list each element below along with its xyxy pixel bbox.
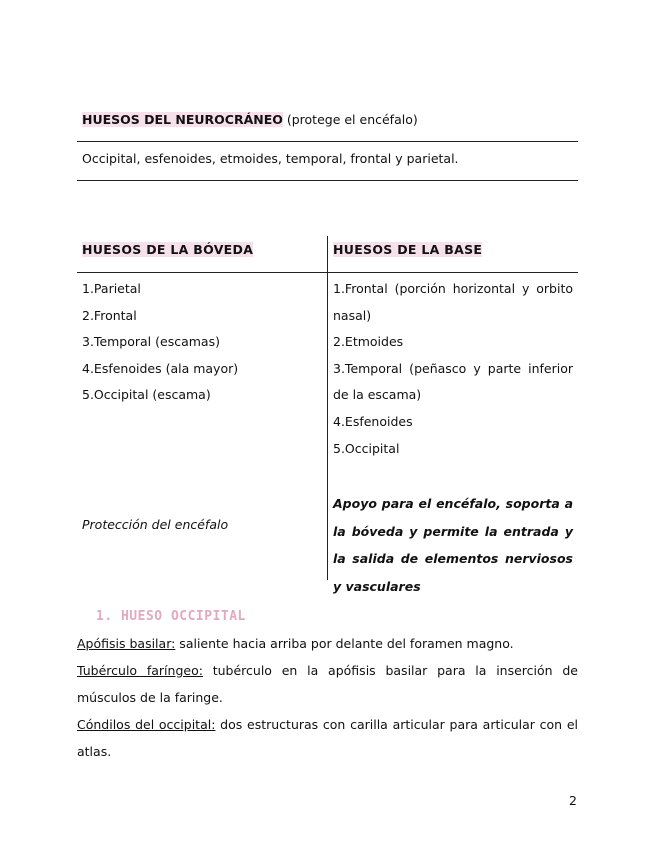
list-item: 2.Etmoides — [333, 334, 404, 350]
neurocraneo-heading — [82, 112, 418, 127]
list-item: 1.Frontal (porción horizontal y orbito nasal) — [333, 281, 573, 323]
divider — [77, 141, 578, 142]
table-column-divider — [327, 236, 328, 580]
definition-term: Apófisis basilar: — [77, 636, 176, 651]
neurocraneo-bones: Occipital, esfenoides, etmoides, temporal, frontal y parietal. — [82, 151, 459, 166]
section-heading: 1. HUESO OCCIPITAL — [96, 609, 246, 624]
list-item: 5.Occipital (escama) — [82, 387, 211, 403]
boveda-list — [82, 276, 317, 409]
table-header-divider — [77, 272, 578, 273]
neurocraneo-title: HUESOS DEL NEUROCRÁNEO — [82, 112, 283, 127]
divider — [77, 180, 578, 181]
list-item: 4.Esfenoides — [333, 413, 413, 429]
list-item: 1.Parietal — [82, 281, 141, 296]
list-item: 5.Occipital — [333, 440, 400, 456]
list-item: 2.Frontal — [82, 307, 137, 323]
function-base: Apoyo para el encéfalo, soporta a la bóveda y permite la entrada y la salida de elementos nerviosos y vasculares — [333, 496, 573, 594]
page-number: 2 — [569, 793, 577, 808]
section-body — [77, 630, 578, 765]
list-item: 3.Temporal (escamas) — [82, 334, 220, 350]
neurocraneo-note: (protege el encéfalo) — [282, 112, 418, 127]
definition-item — [77, 630, 578, 657]
function-boveda: Protección del encéfalo — [82, 517, 229, 532]
definition-text: tubérculo en la apófisis basilar para la inserción de músculos de la faringe. — [77, 663, 578, 705]
definition-item — [77, 657, 578, 711]
list-item: 3.Temporal (peñasco y parte inferior de la escama) — [333, 360, 573, 403]
definition-item — [77, 711, 578, 765]
list-item: 4.Esfenoides (ala mayor) — [82, 360, 239, 376]
header-boveda: HUESOS DE LA BÓVEDA — [82, 242, 254, 257]
definition-term: Tubérculo faríngeo: — [77, 663, 203, 678]
header-base: HUESOS DE LA BASE — [333, 242, 483, 257]
definition-text: dos estructuras con carilla articular para articular con el atlas. — [77, 717, 579, 759]
base-list — [333, 276, 573, 462]
definition-text: saliente hacia arriba por delante del foramen magno. — [175, 636, 514, 651]
definition-term: Cóndilos del occipital: — [77, 717, 216, 732]
